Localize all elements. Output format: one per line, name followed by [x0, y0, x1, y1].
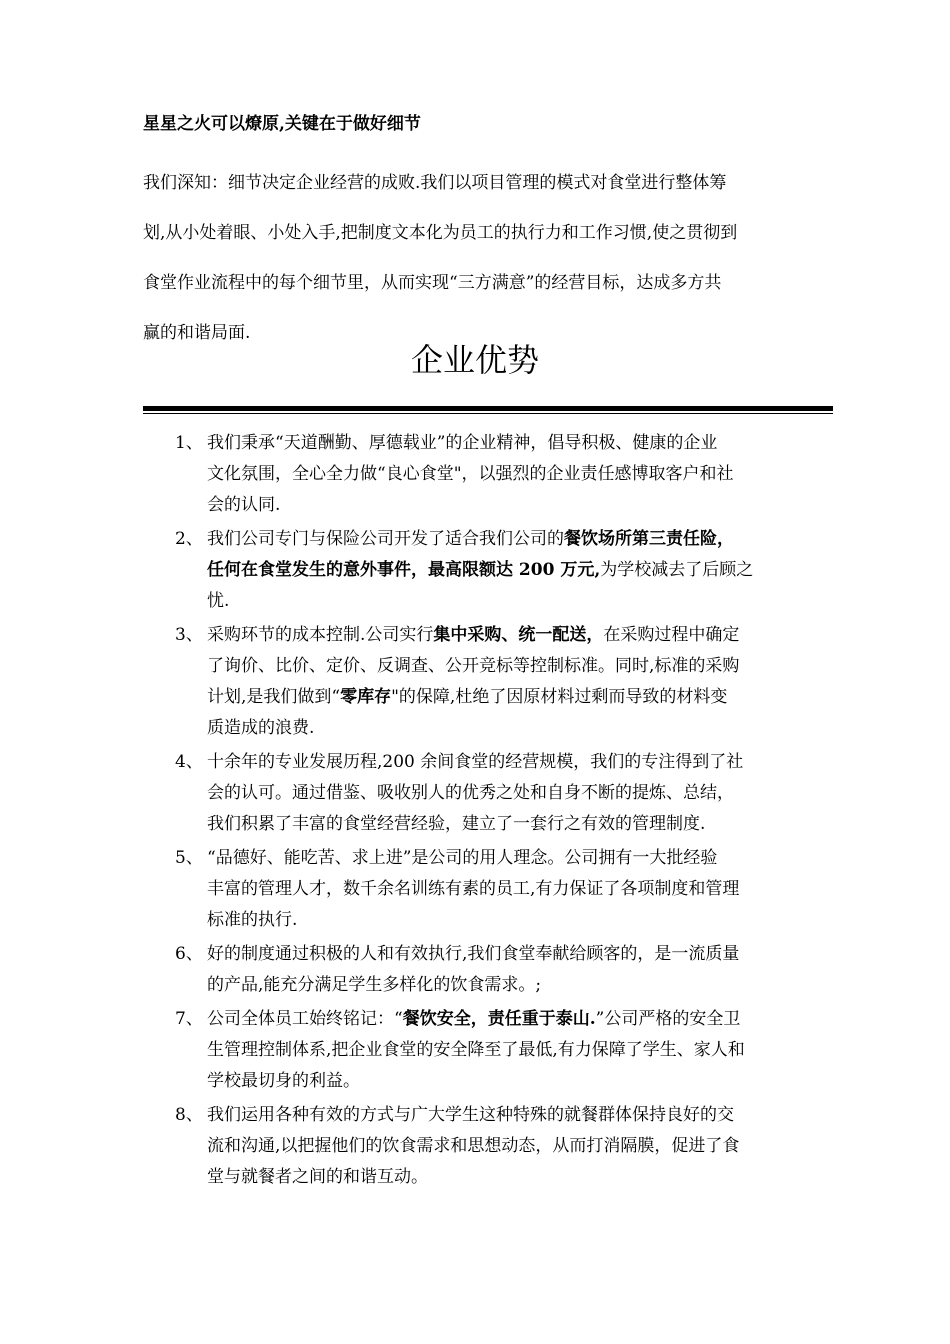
list-item: [175, 428, 815, 521]
item-number: 5、: [175, 848, 203, 868]
item-line: [207, 555, 815, 586]
item-line: 了询价、比价、定价、反调查、公开竞标等控制标准。同时,标准的采购: [207, 656, 740, 676]
item-line: 我们秉承“天道酬勤、厚德载业”的企业精神，倡导积极、健康的企业: [207, 433, 718, 453]
item-line: [207, 1004, 815, 1035]
item-text: "的保障,杜绝了因原材料过剩而导致的材料变: [391, 687, 728, 707]
item-line: 我们积累了丰富的食堂经营经验，建立了一套行之有效的管理制度.: [207, 814, 706, 834]
item-text-bold: 集中采购、统一配送，: [433, 625, 604, 645]
item-text-bold: 任何在食堂发生的意外事件，最高限额达 200 万元,: [207, 560, 601, 580]
intro-line: 赢的和谐局面.: [143, 323, 251, 343]
intro-heading: 星星之火可以燎原,关键在于做好细节: [143, 114, 421, 134]
item-line: 忧.: [207, 591, 230, 611]
section-divider-thick: [143, 406, 833, 411]
item-text: 计划,是我们做到“: [207, 687, 341, 707]
list-item: [175, 747, 815, 840]
item-line: 好的制度通过积极的人和有效执行,我们食堂奉献给顾客的，是一流质量: [207, 944, 740, 964]
item-number: 1、: [175, 433, 203, 453]
item-line: [207, 524, 815, 555]
item-line: 流和沟通,以把握他们的饮食需求和思想动态，从而打消隔膜，促进了食: [207, 1136, 740, 1156]
item-number: 4、: [175, 752, 203, 772]
item-text-bold: 餐饮场所第三责任险，: [564, 529, 734, 549]
intro-line: 划,从小处着眼、小处入手,把制度文本化为员工的执行力和工作习惯,使之贯彻到: [143, 223, 738, 243]
list-item: [175, 1004, 815, 1097]
item-line: 十余年的专业发展历程,200 余间食堂的经营规模，我们的专注得到了社: [207, 752, 744, 772]
item-line: 文化氛围，全心全力做“良心食堂"，以强烈的企业责任感博取客户和社: [207, 464, 734, 484]
item-number: 3、: [175, 625, 203, 645]
item-text: 我们公司专门与保险公司开发了适合我们公司的: [207, 529, 564, 549]
advantages-list: [175, 428, 815, 1196]
item-number: 8、: [175, 1105, 203, 1125]
list-item: [175, 843, 815, 936]
item-line: 丰富的管理人才，数千余名训练有素的员工,有力保证了各项制度和管理: [207, 879, 740, 899]
item-line: [207, 620, 815, 651]
item-text-bold: 餐饮安全，责任重于泰山.: [402, 1009, 596, 1029]
list-item: [175, 620, 815, 744]
item-line: 学校最切身的利益。: [207, 1071, 360, 1091]
item-text: 公司全体员工始终铭记：“: [207, 1009, 403, 1029]
item-line: 我们运用各种有效的方式与广大学生这种特殊的就餐群体保持良好的交: [207, 1105, 734, 1125]
section-divider-thin: [143, 413, 833, 414]
item-line: 质造成的浪费.: [207, 718, 315, 738]
item-line: 的产品,能充分满足学生多样化的饮食需求。;: [207, 975, 542, 995]
item-text: ”公司严格的安全卫: [595, 1009, 741, 1029]
item-line: 标准的执行.: [207, 910, 298, 930]
list-item: [175, 939, 815, 1001]
item-line: [207, 682, 815, 713]
section-title: 企业优势: [410, 341, 539, 379]
item-text: 为学校减去了后顾之: [600, 560, 754, 580]
item-number: 2、: [175, 529, 203, 549]
item-line: “品德好、能吃苦、求上进”是公司的用人理念。公司拥有一大批经验: [207, 848, 718, 868]
item-line: 堂与就餐者之间的和谐互动。: [207, 1167, 428, 1187]
item-number: 6、: [175, 944, 203, 964]
item-text: 采购环节的成本控制.公司实行: [207, 625, 434, 645]
list-item: [175, 1100, 815, 1193]
item-text: 在采购过程中确定: [603, 625, 740, 645]
intro-line: 我们深知：细节决定企业经营的成败.我们以项目管理的模式对食堂进行整体筹: [143, 173, 727, 193]
item-line: 会的认可。通过借鉴、吸收别人的优秀之处和自身不断的提炼、总结，: [207, 783, 734, 803]
item-line: 会的认同.: [207, 495, 281, 515]
item-number: 7、: [175, 1009, 203, 1029]
intro-line: 食堂作业流程中的每个细节里，从而实现“三方满意”的经营目标，达成多方共: [143, 273, 722, 293]
intro-paragraph: [143, 158, 833, 358]
item-line: 生管理控制体系,把企业食堂的安全降至了最低,有力保障了学生、家人和: [207, 1040, 745, 1060]
list-item: [175, 524, 815, 617]
item-text-bold: 零库存: [340, 687, 392, 707]
